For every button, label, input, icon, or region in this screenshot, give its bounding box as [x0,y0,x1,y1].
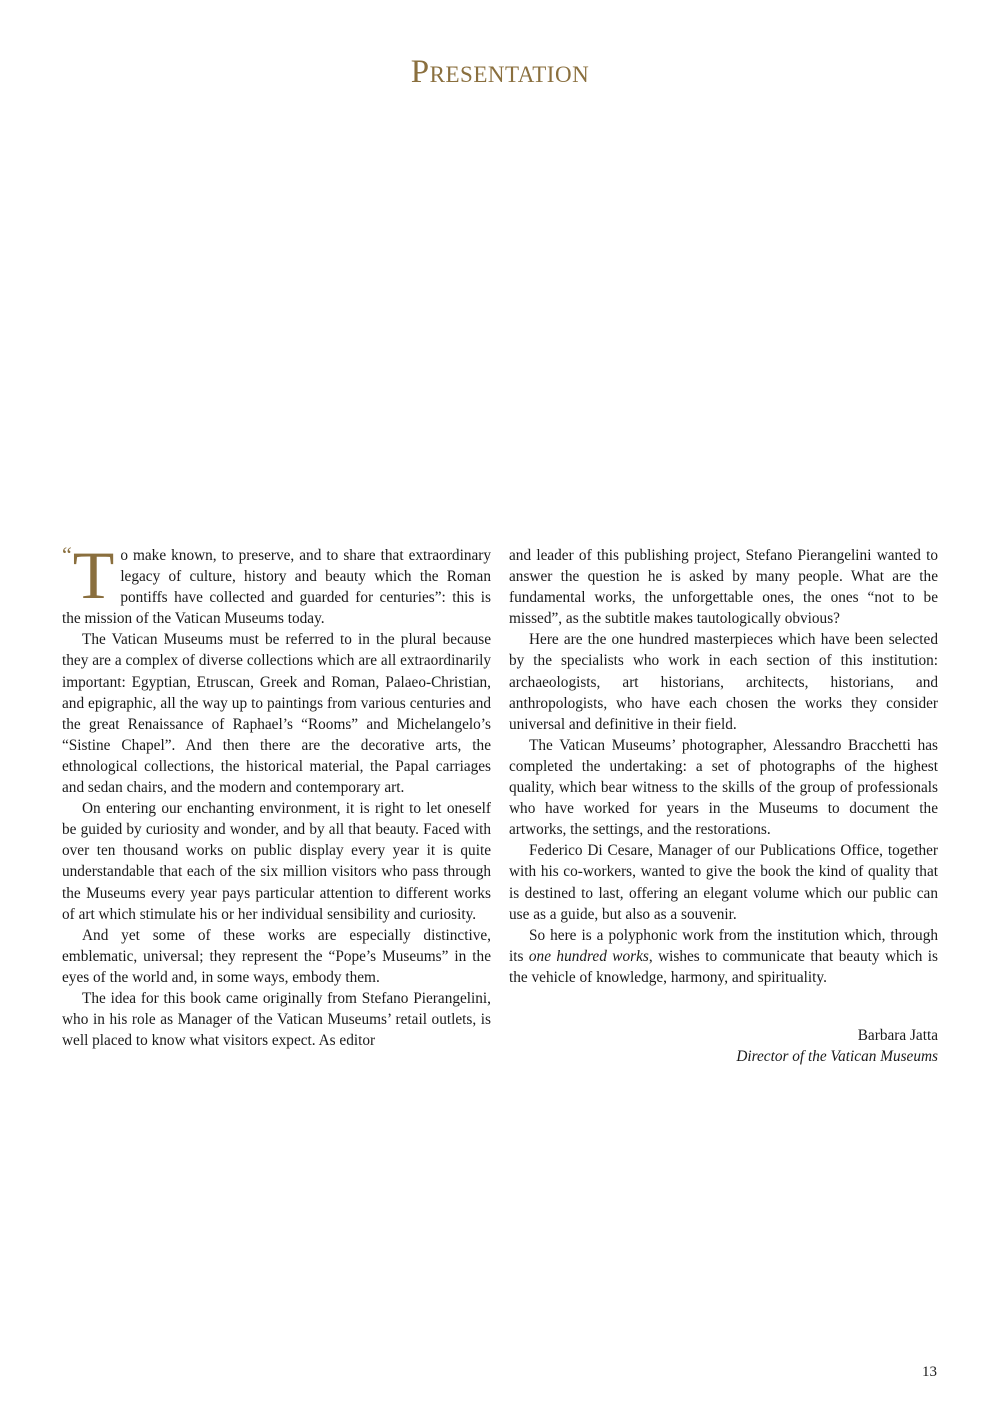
paragraph-photographer: The Vatican Museums’ photographer, Alessandro Bracchetti has completed the undertaking: a set of photographs of the highest quality, which bear witness to the skills of the group of professionals who have worked for years in the Museums to document the artworks, the settings, and the restorations. [509,736,938,839]
body-text-columns [62,537,938,1067]
paragraph-publishing-project: and leader of this publishing project, Stefano Pierangelini wanted to answer the question he is asked by many people. What are the fundamental works, the unforgettable ones, the ones “not to be missed”, as the subtitle makes tautologically obvious? [509,547,938,628]
opening-quote-mark: “ [62,542,72,567]
page-number: 13 [922,1364,937,1380]
paragraph-distinctive-works: And yet some of these works are especially distinctive, emblematic, universal; they represent the “Pope’s Museums” in the eyes of the world and, in some ways, embody them. [62,926,491,986]
signature-role: Director of the Vatican Museums [736,1048,938,1066]
paragraph-polyphonic-work [509,925,938,988]
closing-text-end: , wishes to communicate that beauty which is the vehicle of knowledge, harmony, and spirituality. [509,947,938,986]
drop-cap-letter: T [72,537,115,613]
paragraph-masterpieces: Here are the one hundred masterpieces which have been selected by the specialists who work in each section of this institution: archaeologists, art historians, architects, historians, and anthropologists, who have each chosen the works they consider universal and definitive in their field. [509,631,938,733]
paragraph-collections: The Vatican Museums must be referred to in the plural because they are a complex of diverse collections which are all extraordinarily important: Egyptian, Etruscan, Greek and Roman, Palaeo-Christian, and epigraphic, all the way up to paintings from various centuries and the great Renaissance of Raphael’s “Rooms” and Michelangelo’s “Sistine Chapel”. And then there are the decorative arts, the ethnological collections, the historical material, the Papal carriages and sedan chairs, and the modern and contemporary art. [62,631,491,797]
closing-text-start: So here is a polyphonic work from the institution which, through its [509,926,938,965]
intro-paragraph [62,537,491,629]
closing-text-italic: one hundred works [528,947,649,965]
paragraph-publications-office: Federico Di Cesare, Manager of our Publications Office, together with his co-workers, wanted to give the book the kind of quality that is destined to last, offering an elegant volume which our public can use as a guide, but also as a souvenir. [509,842,938,923]
paragraph-environment: On entering our enchanting environment, it is right to let oneself be guided by curiosity and wonder, and by all that beauty. Faced with over ten thousand works on public display every year it is quite understandable that each of the six million visitors who pass through the Museums every year pays particular attention to different works of art which stimulate his or her individual sensibility and curiosity. [62,800,491,923]
signature-name: Barbara Jatta [857,1026,938,1044]
signature-block [509,1025,938,1067]
paragraph-book-idea: The idea for this book came originally from Stefano Pierangelini, who in his role as Manager of the Vatican Museums’ retail outlets, is well placed to know what visitors expect. As editor [62,989,491,1050]
page-title: Presentation [410,54,590,90]
right-column [509,545,938,1067]
left-column [62,537,491,1067]
intro-paragraph-text: o make known, to preserve, and to share that extraordinary legacy of culture, history and beauty which the Roman pontiffs have collected and guarded for centuries”: this is the mission of the Vatican Museums today. [62,547,491,628]
